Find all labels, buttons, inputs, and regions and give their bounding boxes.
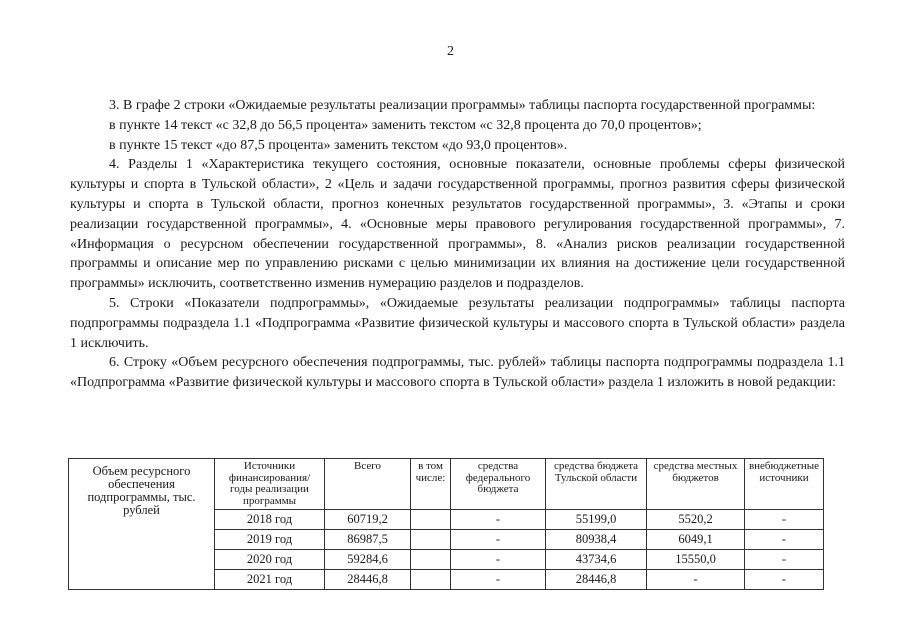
resource-table-wrapper [68, 458, 824, 590]
header-sources: Источники финансирования/ годы реализации программы [215, 459, 325, 510]
header-regional: средства бюджета Тульской области [546, 459, 647, 510]
row-label-cell: Объем ресурсного обеспечения подпрограммы, тыс. рублей [69, 459, 215, 590]
cell-extra: - [745, 570, 824, 590]
cell-total: 28446,8 [325, 570, 411, 590]
paragraph-3: 3. В графе 2 строки «Ожидаемые результаты реализации программы» таблицы паспорта государственной программы: [109, 98, 816, 113]
cell-federal: - [451, 550, 546, 570]
cell-total: 59284,6 [325, 550, 411, 570]
paragraph-5: 5. Строки «Показатели подпрограммы», «Ожидаемые результаты реализации подпрограммы» таблицы паспорта подпрограммы подраздела 1.1 «Подпрограмма «Развитие физической культуры и массового спорта в Тульской области» раздела 1 исключить. [70, 295, 845, 351]
header-including: в том числе: [411, 459, 451, 510]
cell-year: 2021 год [215, 570, 325, 590]
cell-total: 60719,2 [325, 510, 411, 530]
cell-federal: - [451, 530, 546, 550]
cell-year: 2019 год [215, 530, 325, 550]
cell-regional: 43734,6 [546, 550, 647, 570]
paragraph-3-item-14: в пункте 14 текст «с 32,8 до 56,5 процента» заменить текстом «с 32,8 процента до 70,0 процентов»; [109, 117, 702, 133]
cell-extra: - [745, 510, 824, 530]
page-number: 2 [447, 44, 454, 59]
paragraph-6: 6. Строку «Объем ресурсного обеспечения подпрограммы, тыс. рублей» таблицы паспорта подпрограммы подраздела 1.1 «Подпрограмма «Развитие физической культуры и массового спорта в Тульской области» раздела 1 изложить в новой редакции: [70, 355, 845, 391]
cell-local: 15550,0 [647, 550, 745, 570]
cell-local: - [647, 570, 745, 590]
cell-including [411, 510, 451, 530]
cell-extra: - [745, 530, 824, 550]
cell-local: 5520,2 [647, 510, 745, 530]
cell-regional: 55199,0 [546, 510, 647, 530]
cell-including [411, 570, 451, 590]
cell-total: 86987,5 [325, 530, 411, 550]
cell-regional: 28446,8 [546, 570, 647, 590]
header-extra: внебюджетные источники [745, 459, 824, 510]
paragraph-4: 4. Разделы 1 «Характеристика текущего состояния, основные показатели, основные проблемы сферы физической культуры и спорта в Тульской области», 2 «Цель и задачи государственной программы, прогноз развития сферы физической культуры и спорта в Тульской области, прогноз конечных результатов государственной программы», 3. «Этапы и сроки реализации государственной программы», 4. «Основные меры правового регулирования государственной программы», 7. «Информация о ресурсном обеспечении государственной программы», 8. «Анализ рисков реализации государственной программы и описание мер по управлению рисками с целью минимизации их влияния на достижение цели государственной программы» исключить, соответственно изменив нумерацию разделов и подразделов. [70, 157, 845, 292]
cell-year: 2020 год [215, 550, 325, 570]
cell-local: 6049,1 [647, 530, 745, 550]
document-body [70, 96, 845, 393]
cell-year: 2018 год [215, 510, 325, 530]
cell-including [411, 550, 451, 570]
paragraph-3-item-15: в пункте 15 текст «до 87,5 процента» заменить текстом «до 93,0 процентов». [109, 137, 568, 153]
header-total: Всего [325, 459, 411, 510]
resource-provision-table [68, 458, 824, 590]
cell-extra: - [745, 550, 824, 570]
header-federal: средства федерального бюджета [451, 459, 546, 510]
cell-federal: - [451, 510, 546, 530]
cell-regional: 80938,4 [546, 530, 647, 550]
cell-federal: - [451, 570, 546, 590]
cell-including [411, 530, 451, 550]
header-local: средства местных бюджетов [647, 459, 745, 510]
